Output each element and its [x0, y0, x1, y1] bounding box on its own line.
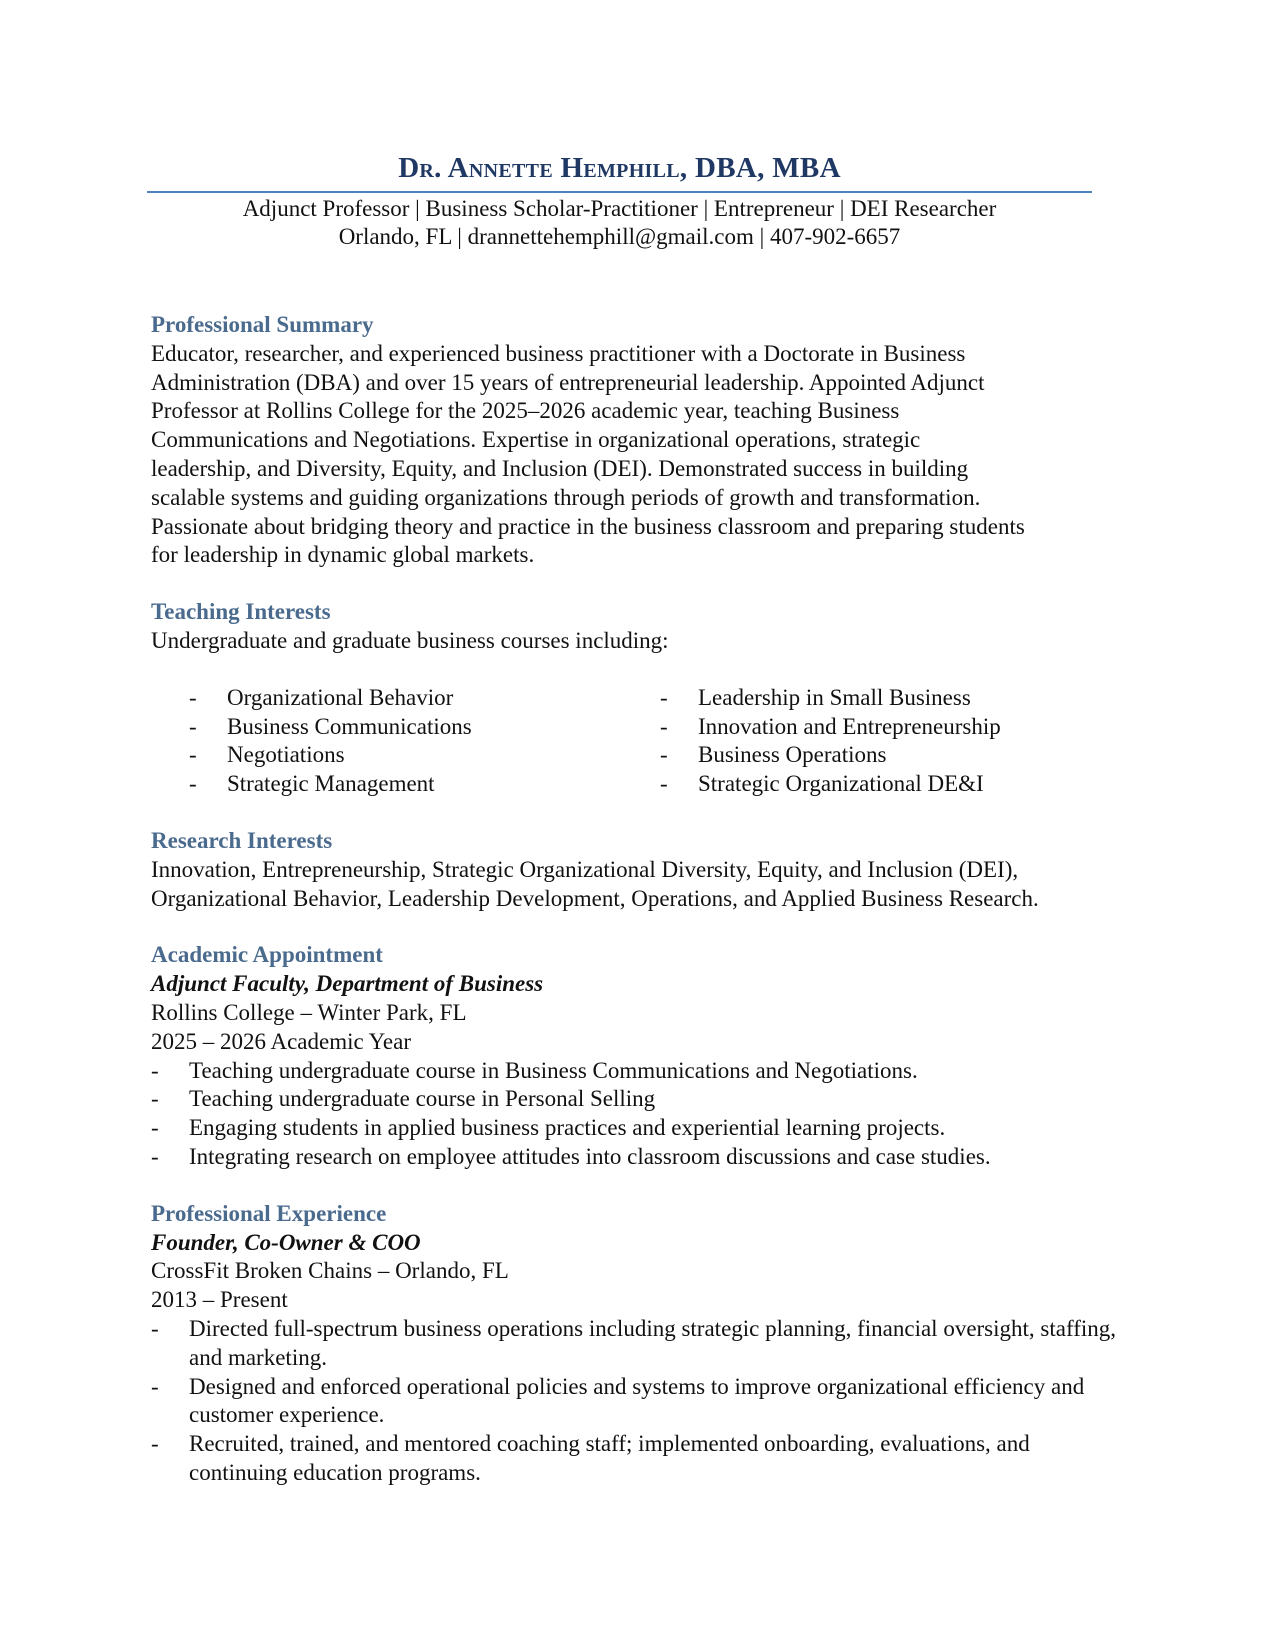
dash-bullet: - [151, 1057, 159, 1083]
list-item: - Organizational Behavior [189, 684, 660, 713]
tagline: Adjunct Professor | Business Scholar-Practitioner | Entrepreneur | DEI Researcher [242, 196, 997, 221]
list-item: - Strategic Management [189, 770, 660, 799]
contact-line: Orlando, FL | drannettehemphill@gmail.com | 407-902-6657 [338, 224, 901, 249]
list-item: - Business Communications [189, 713, 660, 742]
list-item: - Negotiations [189, 741, 660, 770]
list-item: - Innovation and Entrepreneurship [660, 713, 1131, 742]
research-section [151, 827, 1131, 913]
resume-body [151, 311, 1131, 1516]
dash-bullet: - [660, 684, 668, 710]
summary-section [151, 311, 1131, 570]
dash-bullet: - [660, 713, 668, 739]
dash-bullet: - [189, 742, 197, 768]
teaching-intro: Undergraduate and graduate business courses including: [151, 627, 669, 653]
dash-bullet: - [189, 713, 197, 739]
dash-bullet: - [660, 771, 668, 797]
experience-org: CrossFit Broken Chains – Orlando, FL [151, 1258, 509, 1284]
dash-bullet: - [189, 684, 197, 710]
teaching-section [151, 598, 1131, 799]
dash-bullet: - [189, 771, 197, 797]
list-item: - Leadership in Small Business [660, 684, 1131, 713]
dash-bullet: - [151, 1086, 159, 1112]
candidate-name: Dr. Annette Hemphill, DBA, MBA [147, 150, 1092, 193]
list-item: - Teaching undergraduate course in Personal Selling [151, 1085, 1131, 1114]
section-title-teaching: Teaching Interests [151, 599, 331, 625]
list-item: - Teaching undergraduate course in Business Communications and Negotiations. [151, 1057, 1131, 1086]
academic-org: Rollins College – Winter Park, FL [151, 999, 467, 1025]
teaching-columns [151, 684, 1131, 799]
resume-header [147, 150, 1092, 251]
list-item: - Engaging students in applied business practices and experiential learning projects. [151, 1114, 1131, 1143]
experience-role: Founder, Co-Owner & COO [151, 1229, 421, 1255]
list-item: - Recruited, trained, and mentored coaching staff; implemented onboarding, evaluations, and continuing education programs. [151, 1431, 1030, 1485]
section-title-research: Research Interests [151, 827, 333, 853]
teaching-column-right [660, 684, 1131, 799]
list-item: - Designed and enforced operational policies and systems to improve organizational efficiency and customer experience. [151, 1373, 1085, 1428]
experience-section [151, 1200, 1131, 1488]
list-item: - Integrating research on employee attitudes into classroom discussions and case studies. [151, 1143, 1131, 1172]
section-title-experience: Professional Experience [151, 1200, 387, 1226]
list-item: - Strategic Organizational DE&I [660, 770, 1131, 799]
summary-text: Educator, researcher, and experienced business practitioner with a Doctorate in Business Administration (DBA) and over 15 years of entrepreneurial leadership. Appointed Adjunct Professor at Rollins College for the 2025–2026 academic year, teaching Business Communications and Negotiations. Expertise in organizational operations, strategic leadership, and Diversity, Equity, and Inclusion (DEI). Demonstrated success in building scalable systems and guiding organizations through periods of growth and transformation. Passionate about bridging theory and practice in the business classroom and preparing students for leadership in dynamic global markets. [151, 340, 1025, 568]
list-item: - Directed full-spectrum business operations including strategic planning, financial oversight, staffing, and marketing. [151, 1315, 1117, 1370]
academic-bullets [151, 1057, 1131, 1172]
section-title-academic: Academic Appointment [151, 942, 383, 968]
teaching-column-left [151, 684, 660, 799]
research-text: Innovation, Entrepreneurship, Strategic Organizational Diversity, Equity, and Inclusion (DEI), Organizational Behavior, Leadership Development, Operations, and Applied Business Research. [151, 856, 1039, 911]
academic-role: Adjunct Faculty, Department of Business [151, 971, 544, 997]
dash-bullet: - [151, 1115, 159, 1141]
experience-bullets [151, 1315, 1126, 1488]
list-item: - Business Operations [660, 741, 1131, 770]
section-title-summary: Professional Summary [151, 312, 374, 337]
experience-dates: 2013 – Present [151, 1287, 288, 1313]
dash-bullet: - [151, 1143, 159, 1169]
dash-bullet: - [660, 742, 668, 768]
academic-section [151, 941, 1131, 1171]
dash-bullet: - [151, 1315, 159, 1341]
dash-bullet: - [151, 1373, 159, 1399]
academic-dates: 2025 – 2026 Academic Year [151, 1028, 411, 1054]
dash-bullet: - [151, 1431, 159, 1457]
